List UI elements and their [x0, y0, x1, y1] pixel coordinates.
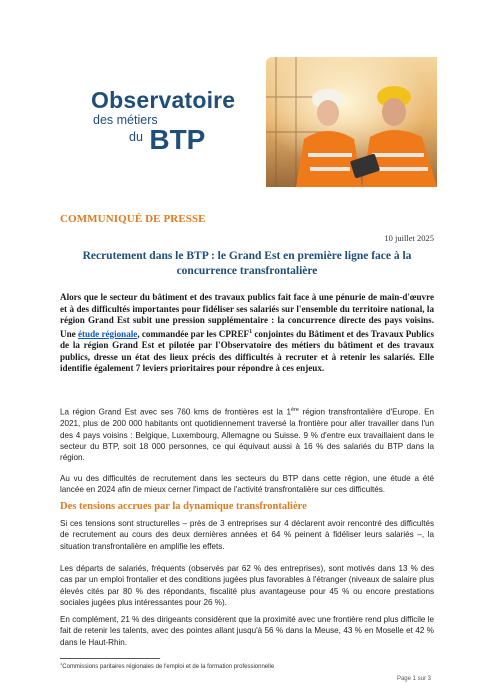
footnote-divider	[60, 658, 160, 659]
header	[63, 57, 437, 187]
study-link[interactable]: étude régionale	[77, 328, 138, 339]
logo-btp: BTP	[149, 124, 206, 155]
footnote-ref: 1	[249, 328, 253, 335]
footnote-text: Commissions paritaires régionales de l'emploi et de la formation professionnelle	[62, 664, 275, 670]
lead-text-2: , commandée par les CPREF	[137, 328, 250, 339]
footnote-number: 1	[60, 661, 63, 666]
superscript-ere: ère	[290, 407, 299, 413]
paragraph-3: Si ces tensions sont structurelles – près de 3 entreprises sur 4 déclarent avoir rencontré des difficultés de recrutement au cours des deux dernières années et 64 % peinent à fidéliser leurs salariés –, la situation transfrontalière en amplifie les effets.	[60, 519, 434, 551]
workers-photo-illustration	[266, 57, 437, 187]
lead-text-1: Alors que le secteur du bâtiment et des travaux publics fait face à une pénurie de main-d'œuvre et à des difficultés importantes pour fidéliser ses salariés sur l'ensemble du territoire national, la région Grand Est subit une pression supplémentaire : la concurrence directe des pays voisins. Une	[60, 292, 434, 339]
section-heading: Des tensions accrues par la dynamique transfrontalière	[60, 501, 307, 512]
logo	[91, 87, 235, 156]
logo-line-3	[129, 124, 235, 156]
paragraph-4: Les départs de salariés, fréquents (observés par 62 % des entreprises), sont motivés dans 13 % des cas par un emploi frontalier et des conditions jugées plus favorables à l'étranger (niveaux de salaire plus élevés cités par 80 % des répondants, fiscalité plus avantageuse pour 45 % ou encore prestations sociales jugées plus intéressantes pour 26 %).	[60, 564, 434, 608]
lead-paragraph	[60, 292, 434, 375]
logo-line-1: Observatoire	[91, 87, 236, 113]
release-date: 10 juillet 2025	[384, 233, 434, 243]
paragraph-1	[60, 405, 434, 464]
page-number: Page 1 sur 3	[396, 676, 431, 682]
paragraph-1-b: région transfrontalière d'Europe. En 2021, plus de 200 000 habitants ont quotidiennement traversé la frontière pour aller travailler dans l'un des 4 pays voisins : Belgique, Luxembourg, Allemagne ou Suisse. 9 % d'entre eux travaillaient dans le secteur du BTP, soit 18 000 personnes, ce qui équivaut aussi à 16 % des salariés du BTP dans la région.	[60, 407, 434, 463]
paragraph-2: Au vu des difficultés de recrutement dans les secteurs du BTP dans cette région, une étude a été lancée en 2024 afin de mieux cerner l'impact de l'activité transfrontalière sur ces difficultés.	[60, 474, 434, 495]
header-photo	[266, 57, 437, 187]
paragraph-5: En complément, 21 % des dirigeants considèrent que la proximité avec une frontière rend plus difficile le fait de retenir les talents, avec des pointes allant jusqu'à 56 % dans la Meuse, 43 % en Moselle et 42 % dans le Haut-Rhin.	[60, 615, 434, 647]
press-release-label: COMMUNIQUÉ DE PRESSE	[60, 213, 206, 225]
page-title: Recrutement dans le BTP : le Grand Est en première ligne face à la concurrence transfrontalière	[82, 250, 412, 277]
logo-line-2: des métiers	[93, 113, 158, 127]
paragraph-1-a: La région Grand Est avec ses 760 kms de frontières est la 1	[60, 407, 291, 417]
logo-du: du	[129, 130, 143, 144]
lead-text-3: conjointes du Bâtiment et des Travaux Publics de la région Grand Est et pilotée par l'Observatoire des métiers du bâtiment et des travaux publics, dresse un état des lieux précis des difficultés à recruter et à retenir les salariés. Elle identifie également 7 leviers prioritaires pour répondre à ces enjeux.	[60, 328, 434, 374]
footnote	[60, 661, 274, 670]
